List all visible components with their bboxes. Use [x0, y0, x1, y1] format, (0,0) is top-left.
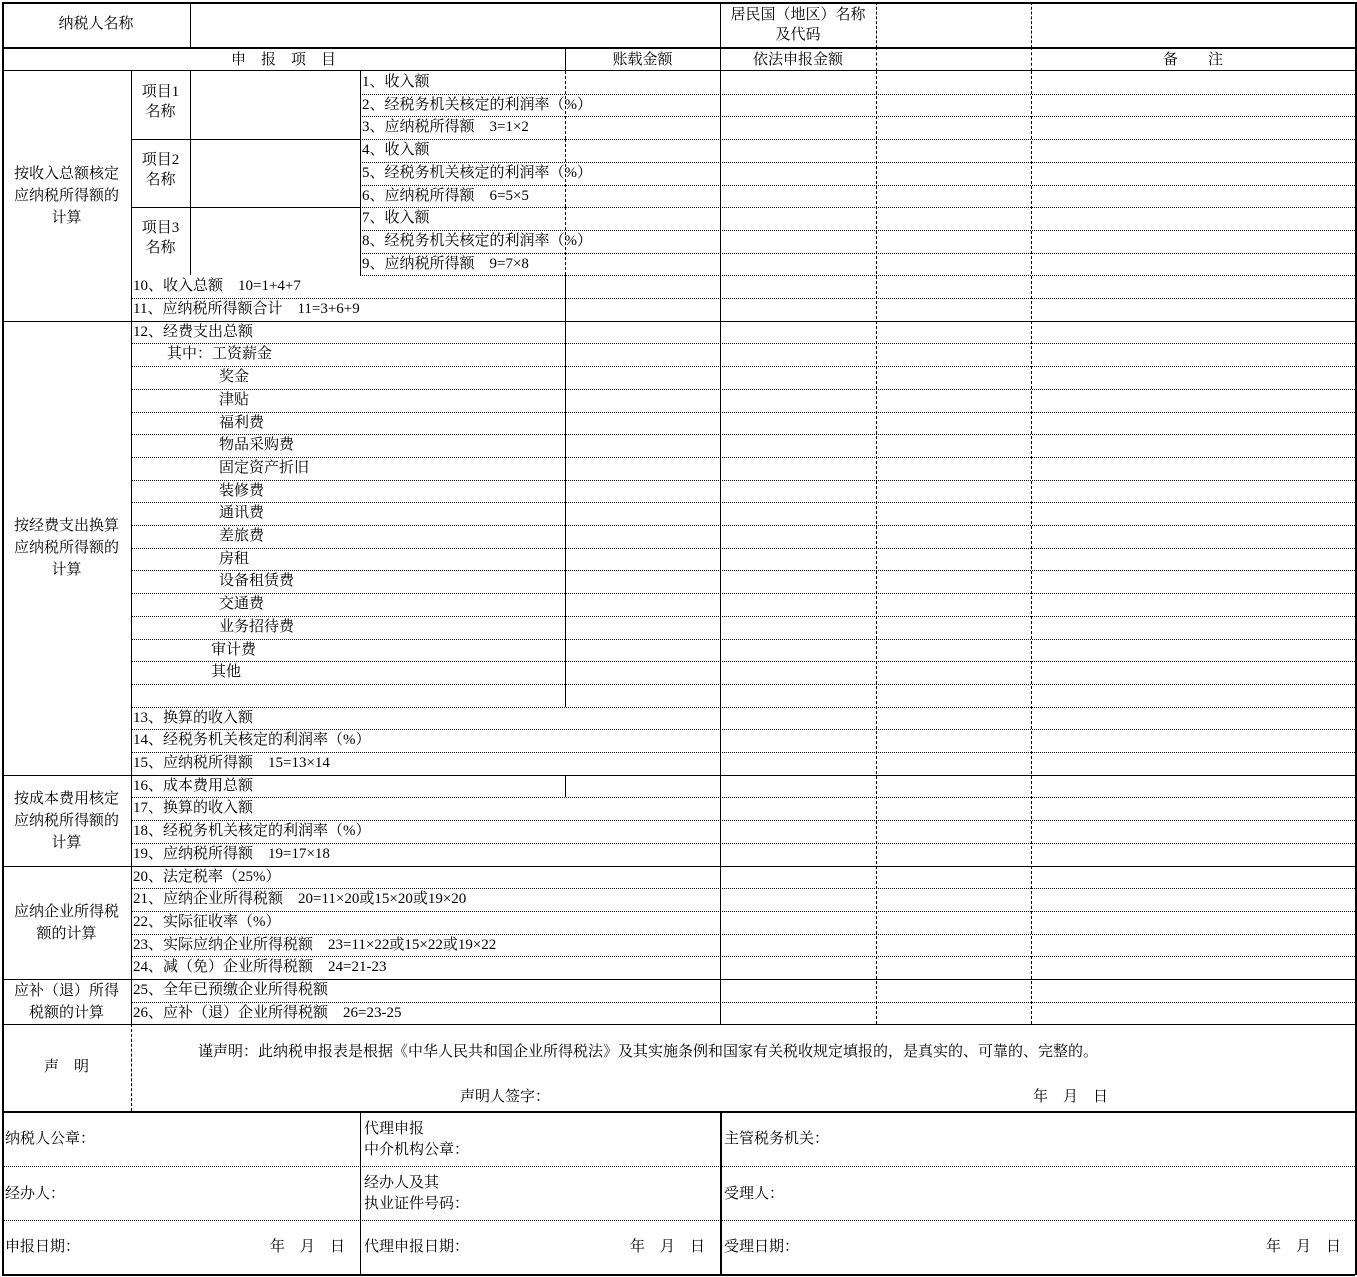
declaration-label: 声 明	[43, 1059, 89, 1075]
row-label: 固定资产折旧	[219, 460, 310, 476]
book-amount-field[interactable]	[566, 684, 719, 707]
column-header-item: 申 报 项 目	[230, 52, 336, 68]
remarks-field[interactable]	[1032, 570, 1354, 593]
column-header-remarks: 备 注	[1162, 52, 1223, 68]
extra-field[interactable]	[877, 1002, 1030, 1024]
book-amount-field[interactable]	[566, 548, 719, 570]
declaration-signer: 声明人签字：	[460, 1089, 551, 1105]
extra-field[interactable]	[877, 412, 1030, 434]
extra-field[interactable]	[877, 366, 1030, 389]
header-divider	[720, 47, 721, 71]
header-divider	[565, 47, 566, 71]
row-label: 26、应补（退）企业所得税额 26=23-25	[133, 1005, 402, 1021]
remarks-field[interactable]	[1032, 684, 1354, 707]
declared-col-divider	[720, 71, 721, 1024]
remarks-field[interactable]	[1032, 116, 1354, 139]
declared-amount-field[interactable]	[721, 162, 875, 185]
remarks-field[interactable]	[1032, 616, 1354, 639]
remarks-field[interactable]	[1032, 502, 1354, 525]
declared-amount-field[interactable]	[721, 684, 875, 707]
extra-field[interactable]	[877, 684, 1030, 707]
row-label: 20、法定税率（25%）	[133, 869, 281, 885]
remarks-field[interactable]	[1032, 298, 1354, 321]
declared-amount-field[interactable]	[721, 502, 875, 525]
row-label: 奖金	[219, 369, 250, 385]
taxpayer-name-field[interactable]	[192, 4, 718, 46]
section-title: 计算	[51, 210, 82, 226]
remarks-field[interactable]	[1032, 457, 1354, 480]
declared-amount-field[interactable]	[721, 116, 875, 139]
row-label: 审计费	[211, 642, 257, 658]
extra-field[interactable]	[877, 979, 1030, 1002]
remarks-field[interactable]	[1032, 94, 1354, 116]
extra-field[interactable]	[877, 185, 1030, 207]
remarks-field[interactable]	[1032, 934, 1354, 956]
row-label: 8、经税务机关核定的利润率（%）	[362, 233, 592, 249]
declared-amount-field[interactable]	[721, 616, 875, 639]
row-label: 通讯费	[219, 505, 265, 521]
book-amount-field[interactable]	[566, 661, 719, 684]
agent-seal-label: 代理申报	[364, 1121, 425, 1137]
declared-amount-field[interactable]	[721, 843, 875, 866]
remarks-field[interactable]	[1032, 866, 1354, 888]
remarks-field[interactable]	[1032, 797, 1354, 820]
section-title: 应纳税所得额的	[13, 540, 119, 556]
receiver-label: 受理人：	[724, 1186, 785, 1202]
row-label: 25、全年已预缴企业所得税额	[133, 982, 329, 998]
extra-field[interactable]	[877, 162, 1030, 185]
remarks-field[interactable]	[1032, 820, 1354, 843]
declared-amount-field[interactable]	[721, 275, 875, 298]
remarks-field[interactable]	[1032, 888, 1354, 911]
remarks-field[interactable]	[1032, 366, 1354, 389]
remarks-field[interactable]	[1032, 230, 1354, 253]
extra-field[interactable]	[877, 729, 1030, 752]
section-label-divider	[131, 71, 132, 1024]
row-label: 7、收入额	[362, 210, 430, 226]
section-title: 按经费支出换算	[13, 518, 119, 534]
row-label: 17、换算的收入额	[133, 800, 254, 816]
remarks-field[interactable]	[1032, 207, 1354, 230]
agent-handler-label: 经办人及其	[364, 1175, 440, 1191]
extra-field[interactable]	[877, 298, 1030, 321]
agent-seal-label-2: 中介机构公章：	[364, 1142, 470, 1158]
remarks-field[interactable]	[1032, 639, 1354, 661]
declared-amount-field[interactable]	[721, 71, 875, 94]
declared-amount-field[interactable]	[721, 389, 875, 412]
extra-field[interactable]	[877, 502, 1030, 525]
declaration-bottom	[2, 1111, 1355, 1113]
extra-field[interactable]	[877, 94, 1030, 116]
declared-amount-field[interactable]	[721, 525, 875, 548]
remarks-field[interactable]	[1032, 979, 1354, 1002]
footer-row-divider	[2, 1220, 1355, 1221]
row-label: 15、应纳税所得额 15=13×14	[133, 755, 330, 771]
extra-field[interactable]	[877, 525, 1030, 548]
row-label: 装修费	[219, 483, 265, 499]
row-label: 23、实际应纳企业所得税额 23=11×22或15×22或19×22	[133, 937, 497, 953]
declared-amount-field[interactable]	[721, 412, 875, 434]
footer-divider	[360, 1111, 361, 1274]
declared-amount-field[interactable]	[721, 480, 875, 502]
row-label: 差旅费	[219, 528, 265, 544]
extra-field[interactable]	[877, 321, 1030, 343]
book-amount-field[interactable]	[566, 639, 719, 661]
declare-date-label: 申报日期：	[5, 1239, 81, 1255]
extra-field[interactable]	[877, 434, 1030, 457]
declaration-text: 谨声明：此纳税申报表是根据《中华人民共和国企业所得税法》及其实施条例和国家有关税收规定填报的，是真实的、可靠的、完整的。	[198, 1044, 1099, 1060]
declared-amount-field[interactable]	[721, 956, 875, 979]
extra-field[interactable]	[877, 389, 1030, 412]
declared-amount-field[interactable]	[721, 94, 875, 116]
tax-authority-label: 主管税务机关：	[724, 1131, 830, 1147]
declared-amount-field[interactable]	[721, 570, 875, 593]
project-name-label: 名称	[145, 104, 176, 120]
row-label: 9、应纳税所得额 9=7×8	[362, 256, 529, 272]
remarks-field[interactable]	[1032, 321, 1354, 343]
extra-field[interactable]	[877, 661, 1030, 684]
footer-divider	[720, 1111, 722, 1274]
declared-amount-field[interactable]	[721, 820, 875, 843]
row-label: 交通费	[219, 596, 265, 612]
agent-handler-label-2: 执业证件号码：	[364, 1196, 470, 1212]
resident-country-label: 居民国（地区）名称	[730, 7, 866, 23]
resident-country-label-2: 及代码	[775, 27, 821, 43]
row-label: 2、经税务机关核定的利润率（%）	[362, 97, 592, 113]
remarks-field[interactable]	[1032, 661, 1354, 684]
book-amount-field[interactable]	[566, 775, 719, 797]
taxpayer-name-label: 纳税人名称	[58, 16, 134, 32]
book-amount-field[interactable]	[566, 502, 719, 525]
extra-field[interactable]	[877, 616, 1030, 639]
remarks-field[interactable]	[1032, 843, 1354, 866]
row-label: 福利费	[219, 415, 265, 431]
agent-date-ymd: 年 月 日	[630, 1239, 706, 1255]
extra-col-divider	[876, 71, 877, 1024]
remarks-field[interactable]	[1032, 71, 1354, 94]
declared-amount-field[interactable]	[721, 729, 875, 752]
declared-amount-field[interactable]	[721, 752, 875, 775]
project-name-label: 项目3	[141, 220, 180, 236]
handler-label: 经办人：	[5, 1186, 66, 1202]
row-label: 12、经费支出总额	[133, 324, 254, 340]
declared-amount-field[interactable]	[721, 979, 875, 1002]
row-label: 物品采购费	[219, 437, 295, 453]
declaration-signature-field[interactable]	[560, 1084, 960, 1108]
header-divider	[876, 47, 877, 71]
extra-field[interactable]	[877, 911, 1030, 934]
footer-row-divider	[2, 1166, 1355, 1167]
declare-date-ymd: 年 月 日	[270, 1239, 346, 1255]
remarks-field[interactable]	[1032, 525, 1354, 548]
declared-amount-field[interactable]	[721, 230, 875, 253]
section-title: 应纳税所得额的	[13, 813, 119, 829]
extra-field[interactable]	[877, 275, 1030, 298]
extra-field[interactable]	[877, 888, 1030, 911]
remarks-field[interactable]	[1032, 253, 1354, 275]
book-amount-field[interactable]	[566, 616, 719, 639]
declaration-divider	[131, 1024, 132, 1111]
section-title: 计算	[51, 835, 82, 851]
declared-amount-field[interactable]	[721, 298, 875, 321]
extra-field[interactable]	[877, 343, 1030, 366]
extra-field[interactable]	[877, 866, 1030, 888]
declaration-date: 年 月 日	[1033, 1089, 1109, 1105]
section-title: 应纳税所得额的	[13, 188, 119, 204]
remarks-field[interactable]	[1032, 185, 1354, 207]
remarks-field[interactable]	[1032, 162, 1354, 185]
book-amount-field[interactable]	[566, 389, 719, 412]
extra-field[interactable]	[877, 71, 1030, 94]
remarks-field[interactable]	[1032, 389, 1354, 412]
declared-amount-field[interactable]	[721, 1002, 875, 1024]
project-name-field[interactable]	[191, 71, 359, 139]
accept-date-ymd: 年 月 日	[1266, 1239, 1342, 1255]
extra-field[interactable]	[877, 207, 1030, 230]
remarks-field[interactable]	[1032, 775, 1354, 797]
row-label: 24、减（免）企业所得税额 24=21-23	[133, 959, 387, 975]
declared-amount-field[interactable]	[721, 707, 875, 729]
declared-amount-field[interactable]	[721, 888, 875, 911]
taxpayer-seal-label: 纳税人公章：	[5, 1131, 96, 1147]
section-title: 按成本费用核定	[13, 791, 119, 807]
row-label: 5、经税务机关核定的利润率（%）	[362, 165, 592, 181]
agent-date-label: 代理申报日期：	[364, 1239, 470, 1255]
extra-field[interactable]	[877, 593, 1030, 616]
section-title: 应补（退）所得	[13, 983, 119, 999]
section-title: 应纳企业所得税	[13, 904, 119, 920]
row-label: 房租	[219, 551, 250, 567]
book-amount-field[interactable]	[566, 570, 719, 593]
declared-amount-field[interactable]	[721, 866, 875, 888]
remarks-field[interactable]	[1032, 412, 1354, 434]
header-divider	[876, 2, 877, 48]
remarks-field[interactable]	[1032, 593, 1354, 616]
row-label: 18、经税务机关核定的利润率（%）	[133, 823, 371, 839]
extra-field[interactable]	[877, 843, 1030, 866]
row-label: 21、应纳企业所得税额 20=11×20或15×20或19×20	[133, 891, 467, 907]
extra-field[interactable]	[877, 570, 1030, 593]
declared-amount-field[interactable]	[721, 661, 875, 684]
extra-field[interactable]	[877, 775, 1030, 797]
row-label: 10、收入总额 10=1+4+7	[133, 278, 301, 294]
book-col-divider	[565, 275, 566, 321]
extra-field[interactable]	[877, 548, 1030, 570]
section-title: 计算	[51, 562, 82, 578]
extra-field[interactable]	[877, 956, 1030, 979]
extra-field[interactable]	[877, 820, 1030, 843]
book-col-divider	[565, 71, 566, 139]
extra-field[interactable]	[877, 230, 1030, 253]
remarks-field[interactable]	[1032, 275, 1354, 298]
declared-amount-field[interactable]	[721, 911, 875, 934]
book-amount-field[interactable]	[566, 321, 719, 343]
project-name-field[interactable]	[191, 139, 359, 207]
declared-amount-field[interactable]	[721, 366, 875, 389]
section-title: 税额的计算	[28, 1005, 104, 1021]
row-label: 1、收入额	[362, 74, 430, 90]
section-title: 额的计算	[36, 926, 97, 942]
remarks-field[interactable]	[1032, 707, 1354, 729]
remarks-field[interactable]	[1032, 548, 1354, 570]
frame-bottom	[2, 1274, 1355, 1276]
declared-amount-field[interactable]	[721, 797, 875, 820]
remarks-field[interactable]	[1032, 911, 1354, 934]
column-header-book-amount: 账载金额	[612, 52, 673, 68]
extra-field[interactable]	[877, 797, 1030, 820]
project-name-label: 项目1	[141, 84, 180, 100]
row-label: 4、收入额	[362, 142, 430, 158]
declared-amount-field[interactable]	[721, 321, 875, 343]
remarks-field[interactable]	[1032, 434, 1354, 457]
extra-field[interactable]	[877, 480, 1030, 502]
project-name-label: 名称	[145, 240, 176, 256]
row-label: 11、应纳税所得额合计 11=3+6+9	[133, 301, 360, 317]
remarks-field[interactable]	[1032, 139, 1354, 162]
row-label: 设备租赁费	[219, 573, 295, 589]
project-name-field[interactable]	[191, 207, 359, 275]
column-header-declared-amount: 依法申报金额	[752, 52, 843, 68]
row-label: 其中：工资薪金	[167, 346, 273, 362]
declared-amount-field[interactable]	[721, 548, 875, 570]
book-amount-field[interactable]	[566, 412, 719, 434]
declared-amount-field[interactable]	[721, 434, 875, 457]
header-divider	[1031, 47, 1032, 71]
book-amount-field[interactable]	[566, 525, 719, 548]
book-col-divider	[565, 207, 566, 275]
extra-field[interactable]	[877, 934, 1030, 956]
declared-amount-field[interactable]	[721, 775, 875, 797]
declared-amount-field[interactable]	[721, 593, 875, 616]
row-label: 其他	[211, 664, 242, 680]
section-divider	[2, 1024, 1355, 1025]
row-label: 6、应纳税所得额 6=5×5	[362, 188, 529, 204]
project-name-label: 名称	[145, 172, 176, 188]
book-amount-field[interactable]	[566, 434, 719, 457]
remarks-field[interactable]	[1032, 480, 1354, 502]
book-amount-field[interactable]	[566, 366, 719, 389]
book-amount-field[interactable]	[566, 343, 719, 366]
declared-amount-field[interactable]	[721, 253, 875, 275]
remarks-field[interactable]	[1032, 956, 1354, 979]
remarks-field[interactable]	[1032, 752, 1354, 775]
extra-field[interactable]	[877, 139, 1030, 162]
project-label-divider	[360, 71, 361, 275]
remarks-field[interactable]	[1032, 1002, 1354, 1024]
row-label: 13、换算的收入额	[133, 710, 254, 726]
declared-amount-field[interactable]	[721, 343, 875, 366]
book-amount-field[interactable]	[566, 457, 719, 480]
declared-amount-field[interactable]	[721, 457, 875, 480]
row-label: 16、成本费用总额	[133, 778, 254, 794]
extra-field[interactable]	[877, 253, 1030, 275]
header-divider	[190, 2, 191, 48]
declared-amount-field[interactable]	[721, 934, 875, 956]
row-label: 业务招待费	[219, 619, 295, 635]
resident-country-field[interactable]	[878, 4, 1353, 46]
remarks-field[interactable]	[1032, 729, 1354, 752]
row-label: 22、实际征收率（%）	[133, 914, 281, 930]
row-label: 3、应纳税所得额 3=1×2	[362, 119, 529, 135]
accept-date-label: 受理日期：	[724, 1239, 800, 1255]
declared-amount-field[interactable]	[721, 185, 875, 207]
remarks-field[interactable]	[1032, 343, 1354, 366]
declared-amount-field[interactable]	[721, 639, 875, 661]
project-name-label: 项目2	[141, 152, 180, 168]
extra-field[interactable]	[877, 752, 1030, 775]
row-label: 津贴	[219, 392, 250, 408]
row-label: 14、经税务机关核定的利润率（%）	[133, 732, 371, 748]
extra-field[interactable]	[877, 639, 1030, 661]
extra-field[interactable]	[877, 457, 1030, 480]
extra-field[interactable]	[877, 116, 1030, 139]
header-bottom	[2, 47, 1355, 49]
extra-field[interactable]	[877, 707, 1030, 729]
section-title: 按收入总额核定	[13, 166, 119, 182]
declared-amount-field[interactable]	[721, 207, 875, 230]
declared-amount-field[interactable]	[721, 139, 875, 162]
book-amount-field[interactable]	[566, 593, 719, 616]
book-col-divider	[565, 139, 566, 207]
remarks-col-divider	[1031, 71, 1032, 1024]
row-label: 19、应纳税所得额 19=17×18	[133, 846, 330, 862]
book-amount-field[interactable]	[566, 480, 719, 502]
